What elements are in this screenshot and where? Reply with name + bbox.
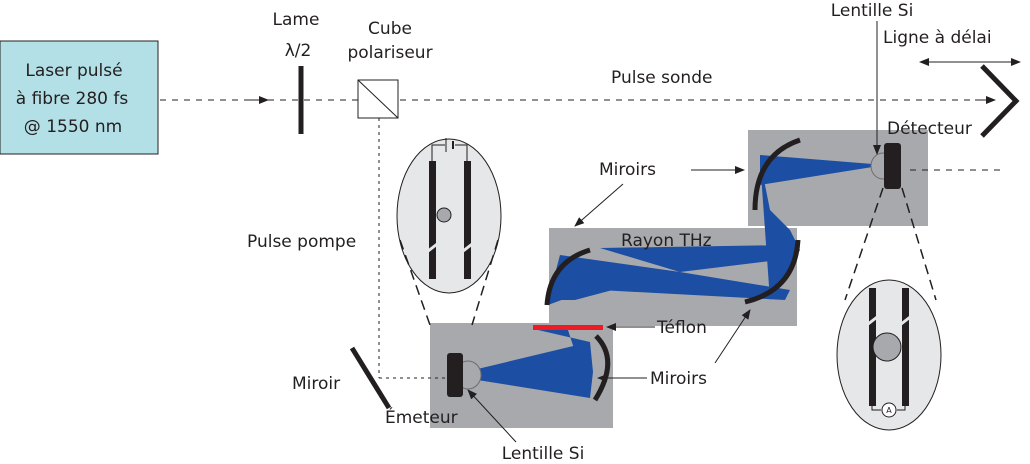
- pointer-miroirs-top-b: [575, 184, 623, 226]
- label-cube-line2: polariseur: [347, 43, 433, 63]
- label-teflon: Téflon: [657, 318, 707, 338]
- label-emetteur: Émeteur: [385, 408, 458, 428]
- label-ligne-delai: Ligne à délai: [883, 28, 992, 48]
- label-lentille-si-bottom: Lentille Si: [501, 444, 585, 464]
- label-lame: Lame: [272, 10, 320, 30]
- emitter-inset-electrode-right: [464, 161, 471, 279]
- label-cube-line1: Cube: [368, 19, 412, 39]
- ammeter-symbol: A: [886, 406, 892, 415]
- label-lentille-si-top: Lentille Si: [830, 1, 914, 21]
- emitter: [447, 353, 463, 397]
- label-miroir: Miroir: [292, 374, 341, 394]
- detector: [884, 143, 901, 189]
- label-miroirs-bottom: Miroirs: [650, 369, 707, 389]
- label-rayon-thz: Rayon THz: [621, 231, 712, 251]
- emitter-inset-spot: [437, 208, 451, 222]
- detector-inset-electrode-right: [902, 288, 909, 406]
- laser-line3: @ 1550 nm: [23, 117, 123, 137]
- emitter-inset-electrode-left: [429, 161, 436, 279]
- label-pulse-sonde: Pulse sonde: [611, 68, 713, 88]
- flat-mirror: [352, 348, 389, 408]
- label-lambda-half: λ/2: [284, 41, 312, 61]
- label-miroirs-top: Miroirs: [599, 160, 656, 180]
- teflon-sample: [533, 325, 603, 330]
- laser-line2: à fibre 280 fs: [15, 89, 129, 109]
- detector-inset-spot: [873, 333, 901, 361]
- label-pulse-pompe: Pulse pompe: [247, 232, 357, 252]
- laser-line1: Laser pulsé: [25, 61, 123, 81]
- delay-line-reflector: [982, 66, 1016, 136]
- label-detecteur: Détecteur: [887, 119, 972, 139]
